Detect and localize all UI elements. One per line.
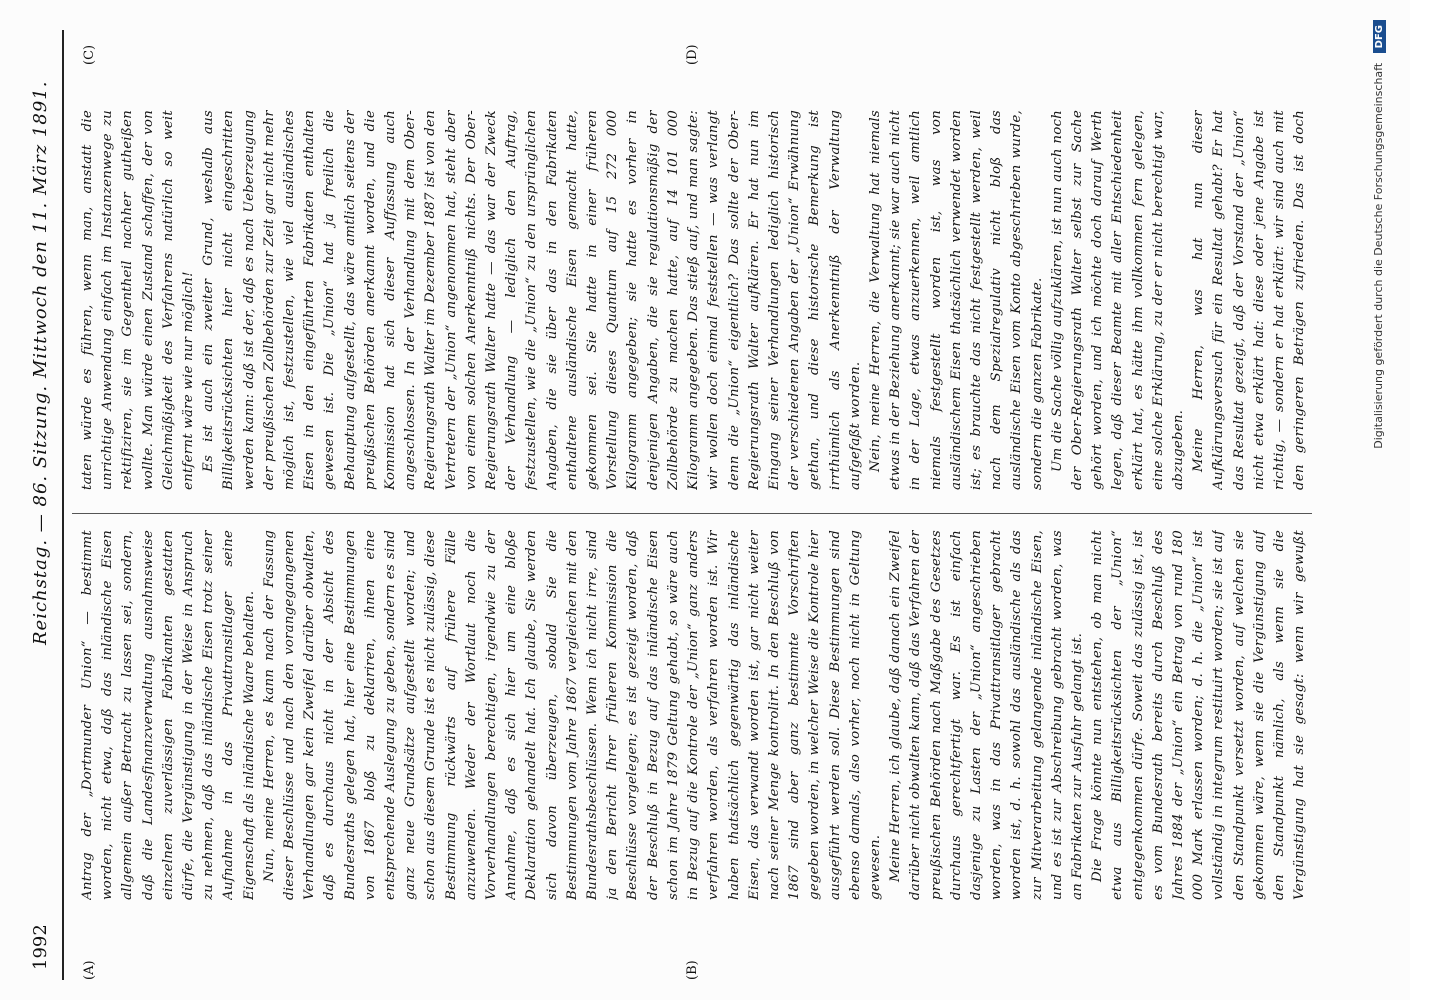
paragraph: taten würde es führen, wenn man, anstatt die unrichtige Anwendung einfach im Instanzenwege zu rektifiziren, sie im Gegentheil nachher gutheißen wollte. Man würde einen Zustand schaffen, der von Gleichmäßigkeit des Verfahrens natürlich so weit entfernt wäre wie nur möglich!: [80, 110, 197, 490]
margin-marker-b: (B): [685, 960, 700, 980]
paragraph: Um die Sache völlig aufzuklären, ist nun auch noch der Ober-Regierungsrath Walter selbst zur Sache gehört worden, und ich möchte doch darauf Werth legen, daß dieser Beamte mit aller Entschiedenheit erklärt hat, es hätte ihm vollkommen fern gelegen, eine solche Erklärung, zu der er nicht berechtigt war, abzugeben.: [1049, 110, 1186, 490]
paragraph: Meine Herren, was hat nun dieser Aufklärungsversuch für ein Resultat gehabt? Er hat das Resultat gezeigt, daß der Vorstand der „Union“ nicht etwa erklärt hat: diese oder jene Angabe ist richtig, — sondern er hat erklärt: wir sind auch mit den geringeren Beträgen zufrieden. Das ist doch: [1191, 110, 1308, 490]
margin-marker-d: (D): [685, 44, 700, 65]
digitization-footer: [1372, 20, 1386, 880]
dfg-logo: DFG: [1373, 20, 1386, 53]
paragraph: Nun, meine Herren, es kann nach der Fassung dieser Beschlüsse und nach den vorangegangenen Verhandlungen gar kein Zweifel darüber obwalten, daß es durchaus nicht in der Absicht des Bundesraths gelegen hat, hier eine Bestimmungen von 1867 bloß zu deklariren, ihnen eine entsprechende Auslegung zu geben, sondern es sind ganz neue Grundsätze aufgestellt worden; und schon aus diesem Grunde ist es nicht zulässig, diese Bestimmung rückwärts auf frühere Fälle anzuwenden. Weder der Wortlaut noch die Vorverhandlungen berechtigen, irgendwie zu der Annahme, daß es sich hier um eine bloße Deklaration gehandelt hat. Ich glaube, Sie werden sich davon überzeugen, sobald Sie die Bestimmungen vom Jahre 1867 vergleichen mit den Bundesrathsbeschlüssen. Wenn ich nicht irre, sind ja den Bericht Ihrer früheren Kommission die Beschlüsse vorgelegen; es ist gezeigt worden, daß der Beschluß in Bezug auf das inländische Eisen schon im Jahre 1879 Geltung gehabt, so wäre auch in Bezug auf die Kontrole der „Union“ ganz anders verfahren worden, als verfahren worden ist. Wir haben thatsächlich gegenwärtig das inländische Eisen, das verwandt worden ist, gar nicht weiter nach seiner Menge kontrolirt. In den Beschluß von 1867 sind aber ganz bestimmte Vorschriften gegeben worden, in welcher Weise die Kontrole hier ausgeführt werden soll. Diese Bestimmungen sind ebenso damals, also vorher, noch nicht in Geltung gewesen.: [261, 530, 883, 900]
session-line: Reichstag. — 86. Sitzung. Mittwoch den 11. März 1891.: [30, 80, 51, 645]
paragraph: Antrag der „Dortmunder Union“ — bestimmt worden, nicht etwa, daß das inländische Eisen allgemein außer Betracht zu lassen sei, sondern, daß die Landesfinanzverwaltung ausnahmsweise einzelnen zuverlässigen Fabrikanten gestatten dürfe, die Vergünstigung in der Weise in Anspruch zu nehmen, daß das inländische Eisen trotz seiner Aufnahme in das Privattransitlager seine Eigenschaft als inländische Waare behalten.: [80, 530, 257, 900]
digitization-note: Digitalisierung gefördert durch die Deutsche Forschungsgemeinschaft: [1372, 62, 1385, 449]
paragraph: Die Frage könnte nun entstehen, ob man nicht etwa aus Billigkeitsrücksichten der „Union“ entgegenkommen dürfe. Soweit das zulässig ist, ist es vom Bundesrath bereits durch Beschluß des Jahres 1884 der „Union“ ein Betrag von rund 180 000 Mark erlassen worden; d. h. die „Union“ ist vollständig in integrum restituirt worden; sie ist auf den Standpunkt versetzt worden, auf welchen sie gekommen wäre, wenn sie die Vergünstigung auf den Standpunkt nämlich, als wenn sie die Vergünstigung hat sie gesagt: wenn wir gewußt: [1090, 530, 1308, 900]
column-divider: [72, 513, 1312, 514]
page-number: 1992: [30, 924, 51, 970]
margin-marker-c: (C): [82, 44, 97, 65]
paragraph: Es ist auch ein zweiter Grund, weshalb aus Billigkeitsrücksichten hier nicht eingeschritten werden kann: daß ist der, daß es nach Ueberzeugung der preußischen Zollbehörden zur Zeit gar nicht mehr möglich ist, festzustellen, wie viel ausländisches Eisen in den eingeführten Fabrikaten enthalten gewesen ist. Die „Union“ hat ja freilich die Behauptung aufgestellt, das wäre amtlich seitens der preußischen Behörden anerkannt worden, und die Kommission hat sich dieser Auffassung auch angeschlossen. In der Verhandlung mit dem Ober-Regierungsrath Walter im Dezember 1887 ist von den Vertretern der „Union“ angenommen hat, steht aber von einem solchen Anerkenntniß nichts. Der Ober-Regierungsrath Walter hatte — das war der Zweck der Verhandlung — lediglich den Auftrag, festzustellen, wie die „Union“ zu den ursprünglichen Angaben, die sie über das in den Fabrikaten enthaltene ausländische Eisen gemacht hatte, gekommen sei. Sie hatte in einer früheren Vorstellung dieses Quantum auf 15 272 000 Kilogramm angegeben; sie hatte es vorher in denjenigen Angaben, die sie regulationsmäßig der Zollbehörde zu machen hatte, auf 14 101 000 Kilogramm angegeben. Das stieß auf, und man sagte: wir wollen doch einmal feststellen — was verlangt denn die „Union“ eigentlich? Das sollte der Ober-Regierungsrath Walter aufklären. Er hat nun im Eingang seiner Verhandlungen lediglich historisch der verschiedenen Angaben der „Union“ Erwähnung gethan, und diese historische Bemerkung ist irrthümlich als Anerkenntniß der Verwaltung aufgefaßt worden.: [201, 110, 863, 490]
page-header: [0, 0, 70, 1000]
paragraph: Nein, meine Herren, die Verwaltung hat niemals etwas in der Beziehung anerkannt; sie war auch nicht in der Lage, etwas anzuerkennen, weil amtlich niemals festgestellt worden ist, was von ausländischem Eisen thatsächlich verwendet worden ist; es brauchte das nicht festgestellt werden, weil nach dem Spezialregulativ nicht bloß das ausländische Eisen vom Konto abgeschrieben wurde, sondern die ganzen Fabrikate.: [867, 110, 1045, 490]
header-rule: [62, 30, 64, 980]
margin-marker-a: (A): [82, 960, 97, 980]
left-text-column: [78, 530, 1313, 900]
paragraph: Meine Herren, ich glaube, daß danach ein Zweifel darüber nicht obwalten kann, daß das Verfahren der preußischen Behörden nach Maßgabe des Gesetzes durchaus gerechtfertigt war. Es ist einfach dasjenige zu Lasten der „Union“ angeschrieben worden, was in das Privattransitlager gebracht worden ist, d. h. sowohl das ausländische als das zur Mitverarbeitung gelangende inländische Eisen, und es ist zur Abschreibung gebracht worden, was an Fabrikaten zur Ausfuhr gelangt ist.: [888, 530, 1085, 900]
right-text-column: [78, 110, 1313, 490]
